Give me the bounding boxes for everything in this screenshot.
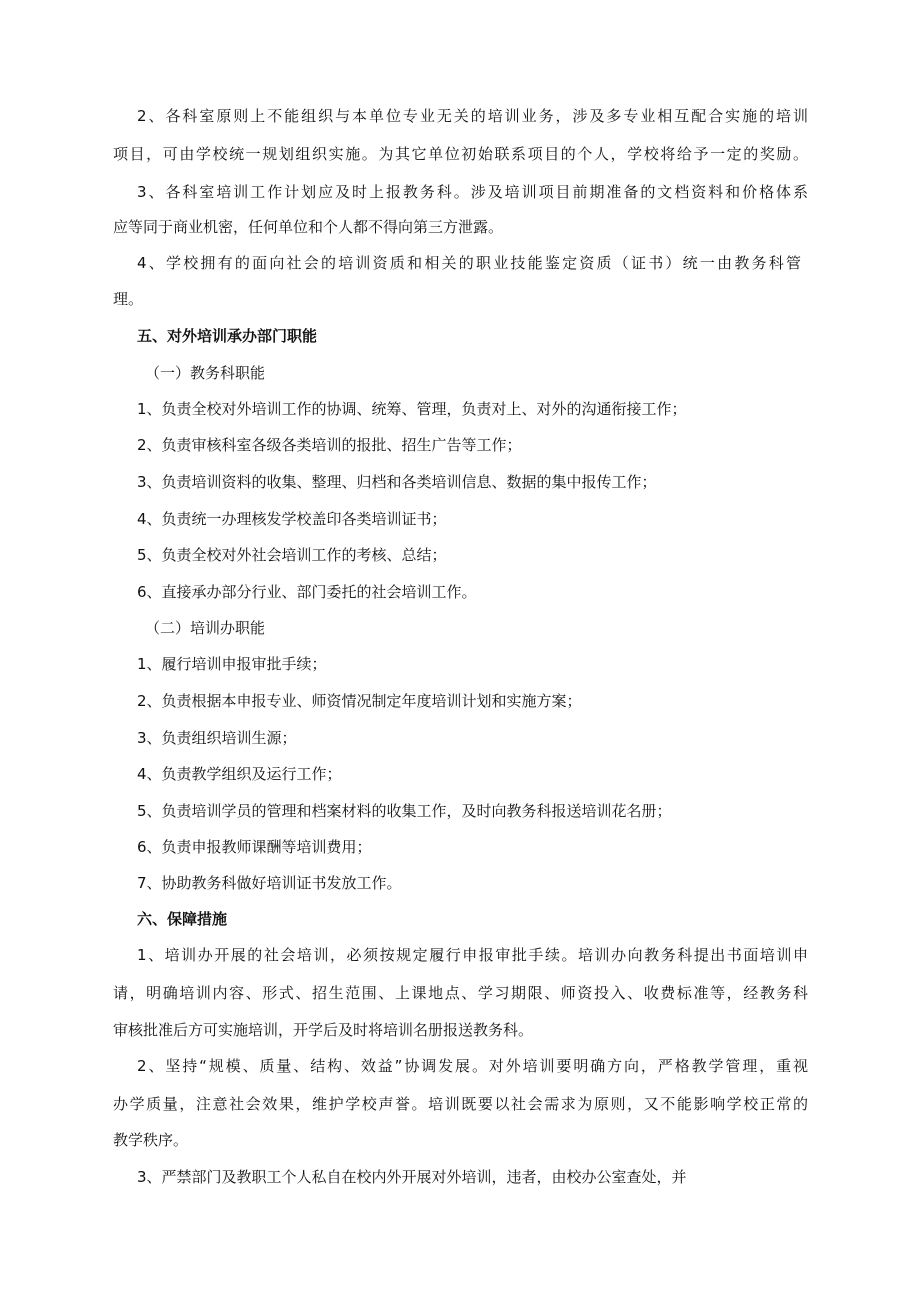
paragraph-line: 项目，可由学校统一规划组织实施。为其它单位初始联系项目的个人，学校将给予一定的奖励。 (113, 145, 808, 163)
list-item: 6、负责申报教师课酬等培训费用； (137, 838, 372, 856)
paragraph-line: 应等同于商业机密，任何单位和个人都不得向第三方泄露。 (113, 218, 504, 236)
section-heading: 五、对外培训承办部门职能 (137, 327, 318, 345)
paragraph-line: 教学秩序。 (113, 1131, 189, 1149)
paragraph-line: 3、严禁部门及教职工个人私自在校内外开展对外培训，违者，由校办公室查处，并 (137, 1168, 687, 1186)
list-item: 2、负责根据本申报专业、师资情况制定年度培训计划和实施方案； (137, 692, 582, 710)
list-item: 4、负责教学组织及运行工作； (137, 765, 342, 783)
list-item: 5、负责全校对外社会培训工作的考核、总结； (137, 546, 447, 564)
paragraph-line: 理。 (113, 290, 144, 308)
subsection-heading: （二）培训办职能 (145, 619, 266, 637)
list-item: 2、负责审核科室各级各类培训的报批、招生广告等工作； (137, 436, 522, 454)
list-item: 4、负责统一办理核发学校盖印各类培训证书； (137, 510, 447, 528)
list-item: 3、负责培训资料的收集、整理、归档和各类培训信息、数据的集中报传工作； (137, 473, 657, 491)
section-heading: 六、保障措施 (137, 910, 228, 928)
paragraph-line: 2、各科室原则上不能组织与本单位专业无关的培训业务，涉及多专业相互配合实施的培训 (137, 107, 808, 125)
paragraph-line: 3、各科室培训工作计划应及时上报教务科。涉及培训项目前期准备的文档资料和价格体系 (137, 183, 808, 201)
list-item: 7、协助教务科做好培训证书发放工作。 (137, 874, 402, 892)
list-item: 3、负责组织培训生源； (137, 729, 297, 747)
paragraph-line: 办学质量，注意社会效果，维护学校声誉。培训既要以社会需求为原则，又不能影响学校正常的 (113, 1095, 808, 1113)
list-item: 1、履行培训申报审批手续； (137, 655, 327, 673)
list-item: 6、直接承办部分行业、部门委托的社会培训工作。 (137, 583, 477, 601)
subsection-heading: （一）教务科职能 (145, 364, 266, 382)
list-item: 5、负责培训学员的管理和档案材料的收集工作，及时向教务科报送培训花名册； (137, 802, 672, 820)
list-item: 1、负责全校对外培训工作的协调、统筹、管理，负责对上、对外的沟通衔接工作； (137, 400, 687, 418)
paragraph-line: 请，明确培训内容、形式、招生范围、上课地点、学习期限、师资投入、收费标准等，经教务科 (113, 984, 808, 1002)
paragraph-line: 1、培训办开展的社会培训，必须按规定履行申报审批手续。培训办向教务科提出书面培训申 (137, 946, 808, 964)
paragraph-line: 2、坚持“规模、质量、结构、效益”协调发展。对外培训要明确方向，严格教学管理，重视 (137, 1057, 808, 1075)
paragraph-line: 审核批准后方可实施培训，开学后及时将培训名册报送教务科。 (113, 1021, 534, 1039)
paragraph-line: 4、学校拥有的面向社会的培训资质和相关的职业技能鉴定资质（证书）统一由教务科管 (137, 254, 801, 272)
